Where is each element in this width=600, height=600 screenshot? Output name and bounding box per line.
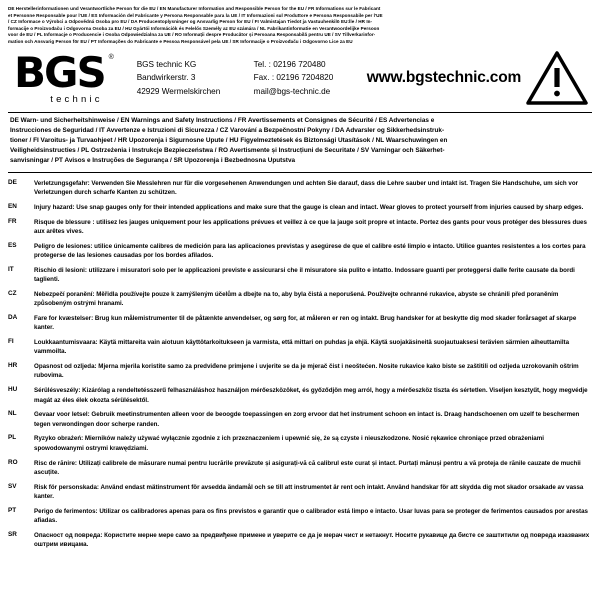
title-line: Veiligheidsinstructies / PL Ostrzeżenia i Instrukcje Bezpieczeństwa / RO Avertismente și Instrucțiuni de Securitate / SV Varningar och Säkerhet- bbox=[10, 146, 445, 154]
website-tld: .com bbox=[485, 69, 522, 87]
language-code: DA bbox=[8, 313, 18, 321]
manufacturer-info-notice bbox=[8, 6, 592, 45]
contact-tel: Tel. : 02196 720480 bbox=[253, 60, 326, 70]
instruction-text: Injury hazard: Use snap gauges only for their intended applications and make sure that the gauge is clean and intact. Wear gloves to protect yourself from injuries caused by sharp edges. bbox=[34, 203, 584, 211]
notice-line: voor de EU / PL Informacje o Producencie i Osoba Odpowiedzialna za UE / RO Informații despre Producător și Persoana Responsabilă pentru UE / SV Tillverkarinfor- bbox=[8, 32, 376, 38]
instruction-text: Risc de rănire: Utilizați calibrele de măsurare numai pentru lucrările prevăzute și asigurați-vă că calibrul este curat și intact. Purtați mănuși pentru a vă proteja de rănile cauzate de muchii ascuțite. bbox=[34, 459, 581, 476]
instruction-text: Nebezpečí poranění: Měřidla používejte pouze k zamýšleným účelům a dbejte na to, aby byla čistá a neporušená. Používejte ochranné rukavice, abyste se chránili před poraněním způsobeným ostrými hranami. bbox=[34, 290, 559, 308]
notice-line: mation och Ansvarig Person för EU / PT Informações do Fabricante e Pessoa Responsável pela UE / SR Informacije o Proizvođaču i Odgovorno Lice za EU bbox=[8, 38, 353, 44]
horizontal-divider bbox=[8, 172, 592, 173]
logo-cell bbox=[8, 47, 137, 105]
instruction-text: Risk för personskada: Använd endast mätinstrument för avsedda ändamål och se till att instrumentet är rent och intakt. Använd handskar för att skydda dig mot skador orsakade av vassa kanter. bbox=[34, 483, 584, 500]
table-row bbox=[8, 266, 592, 290]
table-row bbox=[8, 410, 592, 434]
language-code: SR bbox=[8, 530, 17, 538]
instruction-text: Opasnost od ozljeda: Mjerna mjerila koristite samo za predviđene primjene i uvjerite se da je mjerač čist i neoštećen. Nosite rukavice kako biste se zaštitili od ozljeda uzrokovanih oštrim rubovima. bbox=[34, 363, 579, 380]
language-code: DE bbox=[8, 178, 17, 186]
language-code: FR bbox=[8, 217, 17, 225]
table-row bbox=[8, 338, 592, 362]
table-row bbox=[8, 362, 592, 386]
company-name: BGS technic KG bbox=[136, 60, 197, 70]
instruction-text: Verletzungsgefahr: Verwenden Sie Messlehren nur für die vorgesehenen Anwendungen und achten Sie darauf, dass die Lehre sauber und intakt ist. Tragen Sie Handschuhe, um sich vor Verletzungen durch scharfe Kanten zu schützen. bbox=[34, 179, 579, 196]
website-brand: bgstechnic bbox=[405, 69, 486, 87]
company-city: 42929 Wermelskirchen bbox=[136, 86, 221, 96]
language-code: HR bbox=[8, 362, 18, 370]
language-code: CZ bbox=[8, 289, 17, 297]
language-code: PT bbox=[8, 506, 17, 514]
language-code: HU bbox=[8, 386, 18, 394]
notice-line: / CZ Informace o Výrobci a Odpovědná Osoba pro EU / DA Producentoplysninger og Ansvarlig Person for EU / FI Valmistajan Tiedot ja Vastuuhenkilö EU:lle / HR In- bbox=[8, 19, 373, 25]
instruction-text: Gevaar voor letsel: Gebruik meetinstrumenten alleen voor de beoogde toepassingen en zorg ervoor dat het instrument schoon en intact is. Draag handschoenen om uzelf te beschermen tegen verwondingen door scherpe randen. bbox=[34, 411, 580, 428]
table-row bbox=[8, 203, 592, 218]
instruction-text: Fare for kvæstelser: Brug kun målemistrumenter til de påtænkte anvendelser, og sørg for, at måleren er ren og intakt. Brug handsker for at beskytte dig mod skader forårsaget af skarpe kanter. bbox=[34, 314, 577, 332]
company-contact bbox=[254, 58, 367, 98]
title-line: sanvisningar / PT Avisos e Instruções de Segurança / SR Upozorenja i Bezbednosna Uputstva bbox=[10, 156, 296, 164]
instruction-text: Perigo de ferimentos: Utilizar os calibradores apenas para os fins previstos e garantir que o calibrador está limpo e intacto. Usar luvas para se proteger de ferimentos causados por arestas afiadas. bbox=[34, 507, 588, 525]
website-www: www. bbox=[366, 69, 406, 87]
notice-line: DE Herstellerinformationen und Verantwortliche Person für die EU / EN Manufacturer Information and Responsible Person for the EU / FR Informations sur le Fabricant bbox=[8, 6, 381, 11]
language-code: ES bbox=[8, 241, 17, 249]
company-address bbox=[137, 58, 254, 98]
contact-fax: Fax. : 02196 7204820 bbox=[253, 73, 334, 83]
safety-instructions-title bbox=[8, 112, 592, 171]
notice-line: et Personne Responsable pour l'UE / ES Información del Fabricante y Persona Responsable para la UE / IT Informazioni sul Produttore e Persona Responsabile per l'UE bbox=[8, 12, 383, 18]
language-code: FI bbox=[8, 338, 14, 346]
table-row bbox=[8, 459, 592, 483]
website-url[interactable] bbox=[367, 69, 521, 87]
table-row bbox=[8, 507, 592, 531]
registered-trademark-icon: ® bbox=[108, 53, 114, 61]
warning-symbol-cell bbox=[521, 51, 592, 105]
instruction-text: Loukkaantumisvaara: Käytä mittareita vain aiotuun käyttötarkoitukseen ja varmista, että mittari on puhdas ja ehjä. Käytä suojakäsineitä suojautuaksesi terävien särmien aiheuttamilta vammoilta. bbox=[34, 339, 570, 356]
table-row bbox=[8, 386, 592, 410]
table-row bbox=[8, 218, 592, 242]
language-code: IT bbox=[8, 265, 14, 273]
language-code: PL bbox=[8, 434, 17, 442]
logo-wordmark: BGS bbox=[14, 47, 105, 97]
table-row bbox=[8, 290, 592, 314]
contact-mail[interactable]: mail@bgs-technic.de bbox=[253, 86, 331, 96]
instruction-text: Rischio di lesioni: utilizzare i misuratori solo per le applicazioni previste e assicurarsi che il misuratore sia pulito e intatto. Indossare guanti per proteggersi dalle ferite causate da bordi taglienti. bbox=[34, 266, 575, 284]
safety-instruction-table bbox=[8, 179, 592, 555]
language-code: SV bbox=[8, 482, 17, 490]
instruction-text: Ryzyko obrażeń: Mierników należy używać wyłącznie zgodnie z ich przeznaczeniem i upewnić się, że są czyste i nieuszkodzone. Nosić rękawice chroniące przed obrażeniami spowodowanymi ostrymi krawędziami. bbox=[34, 435, 544, 452]
table-row bbox=[8, 242, 592, 266]
instruction-text: Опасност од повреда: Користите мерне мере само за предвиђене примене и уверите се да је мерач чист и нетакнут. Носите рукавице да бисте се заштитили од повреда изазваних оштрим ивицама. bbox=[34, 531, 590, 549]
table-row bbox=[8, 434, 592, 458]
table-row bbox=[8, 314, 592, 338]
instruction-text: Peligro de lesiones: utilice únicamente calibres de medición para las aplicaciones previstas y asegúrese de que el calibre esté limpio e intacto. Utilice guantes resistentes a los cortes para protegerse de las lesiones causadas por los bordes afilados. bbox=[34, 242, 586, 259]
instruction-text: Risque de blessure : utilisez les jauges uniquement pour les applications prévues et veillez à ce que la jauge soit propre et intacte. Portez des gants pour vous protéger des blessures dues aux arêtes vives. bbox=[34, 218, 587, 235]
title-line: DE Warn- und Sicherheitshinweise / EN Warnings and Safety Instructions / FR Avertissements et Consignes de Sécurité / ES Advertencias e bbox=[10, 117, 435, 125]
table-row bbox=[8, 179, 592, 203]
document-header bbox=[8, 49, 592, 109]
bgs-logo bbox=[14, 47, 114, 105]
company-street: Bandwirkerstr. 3 bbox=[136, 73, 196, 83]
logo-tagline: technic bbox=[50, 93, 103, 105]
title-line: Instrucciones de Seguridad / IT Avvertenze e Istruzioni di Sicurezza / CZ Varování a Bezpečnostní Pokyny / DA Advarsler og Sikkerhedsinstruk- bbox=[10, 127, 445, 135]
language-code: NL bbox=[8, 410, 17, 418]
warning-triangle-icon bbox=[526, 51, 588, 105]
language-code: RO bbox=[8, 458, 18, 466]
table-row bbox=[8, 531, 592, 555]
language-code: EN bbox=[8, 202, 17, 210]
notice-line: formacije o Proizvođaču i Odgovorna Osoba za EU / HU Gyártói Információk és Felelős Személy az EU számára / NL Fabrikantinformatie en Verantwoordelijke Persoon bbox=[8, 25, 380, 31]
table-row bbox=[8, 483, 592, 507]
title-line: tioner / FI Varoitus- ja Turvaohjeet / HR Upozorenja i Sigurnosne Upute / HU Figyelmeztetések és Biztonsági Utasítások / NL Waarschuwingen en bbox=[10, 136, 448, 144]
instruction-text: Sérülésveszély: Kizárólag a rendeltetésszerű felhasználáshoz használjon mérőeszközöket, és győződjön meg arról, hogy a mérőeszköz tiszta és sértetlen. Viseljen kesztyűt, hogy megvédje magát az éles élek okozta sérülésektől. bbox=[34, 387, 588, 404]
